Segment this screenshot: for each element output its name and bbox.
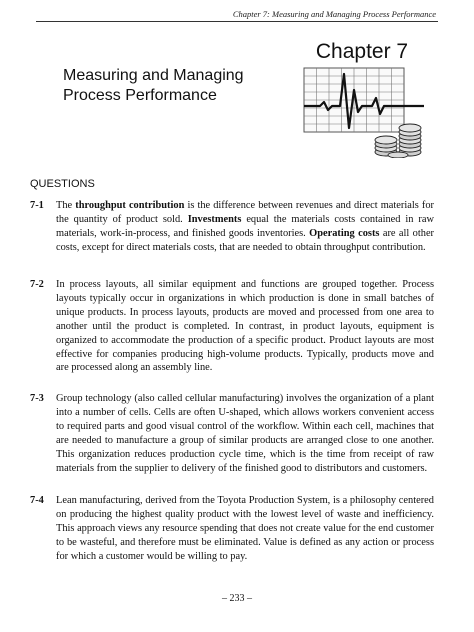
question-number: 7-2: [30, 279, 44, 290]
running-header: Chapter 7: Measuring and Managing Process Performance: [232, 9, 436, 19]
chapter-art-icon: [302, 66, 428, 158]
section-heading: QUESTIONS: [30, 178, 95, 190]
header-rule: [36, 21, 438, 22]
question-number: 7-4: [30, 495, 44, 506]
question-text: The throughput contribution is the difference between revenues and direct materials for the quantity of product sold. Investments equal the materials costs contained in raw materials, work-in-process, and finished goods inventories. Operating costs are all other costs, except for direct materials costs, that are needed to obtain throughput contribution.: [56, 200, 435, 253]
term-investments: Investments: [187, 213, 242, 225]
question-text: In process layouts, all similar equipment and functions are grouped together. Process layouts typically occur in organizations in which production is done in small batches of unique products. In process layouts, products are moved and processed from one area to another until the product is completed. In contrast, in product layouts, equipment is organized to accommodate the production of a specific product. Product layouts are most effective for companies producing high-volume products. Typically, products move and are processed along an assembly line.: [56, 279, 434, 374]
page-number: – 233 –: [222, 593, 252, 604]
chapter-label: Chapter 7: [315, 40, 409, 63]
question-text: Lean manufacturing, derived from the Toyota Production System, is a philosophy centered on producing the highest quality product with the lowest level of waste and inefficiency. This approach views any resource spending that does not create value for the end customer to be wasteful, and therefore must be eliminated. Value is defined as any action or process for which a customer would be willing to pay.: [56, 495, 434, 562]
question-number: 7-1: [30, 200, 44, 211]
question-7-3: [30, 392, 434, 475]
question-7-1: [30, 199, 434, 255]
term-throughput-contribution: throughput contribution: [75, 200, 185, 211]
question-7-2: [30, 278, 434, 375]
term-operating-costs: Operating costs: [309, 227, 380, 239]
question-text: Group technology (also called cellular manufacturing) involves the organization of a plant into a number of cells. Cells are often U-shaped, which allows workers convenient access to required parts and good visual control of the workflow. Within each cell, machines that are needed to manufacture a group of similar products are arranged close to one another. This organization reduces production cycle time, which is the time from receipt of raw materials from the supplier to delivery of the finished good to distributors and customers.: [56, 393, 434, 474]
chapter-title: Measuring and Managing Process Performance: [63, 67, 244, 104]
question-number: 7-3: [30, 393, 44, 404]
grid-icon: [304, 68, 404, 132]
question-7-4: [30, 494, 434, 564]
